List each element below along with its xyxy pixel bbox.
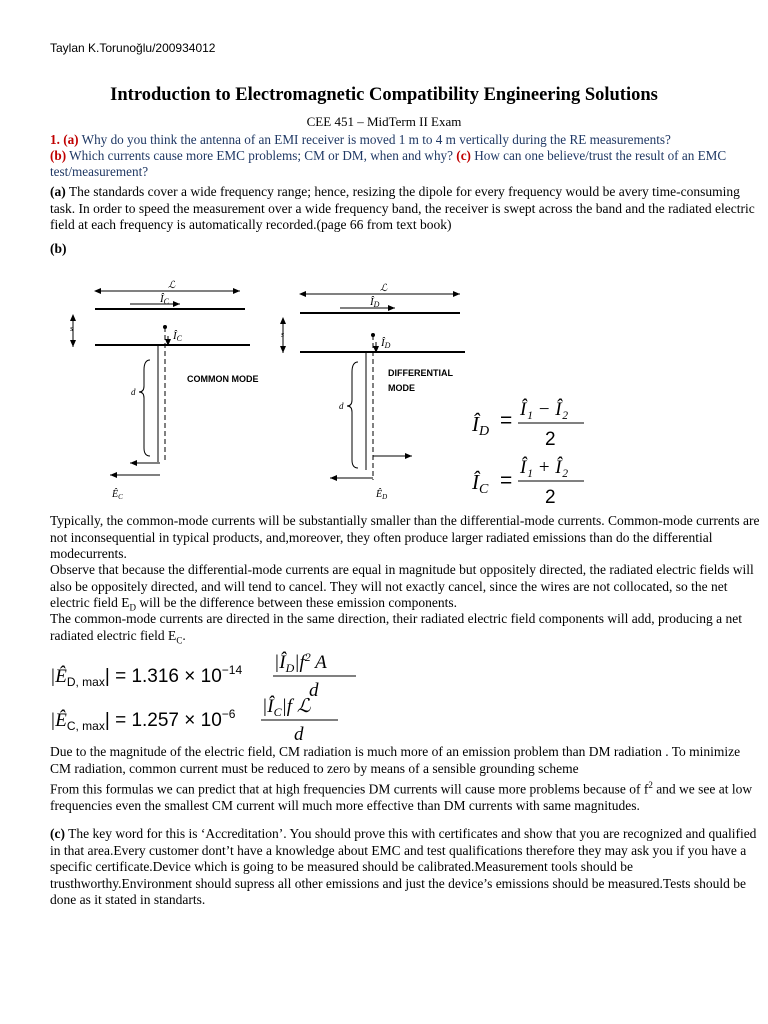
paragraph-3: The common-mode currents are directed in the same direction, their radiated electric field components will add, producing a net radiated electric field $E_C$. (50, 611, 742, 646)
answer-a (50, 184, 762, 234)
cm-length-symbol: ℒ (168, 280, 176, 291)
svg-text:|ÊC, max| = 1.257 × 10−6: $|Ê_{C, max}| = 1.257 \times 10^{-6}$ (50, 707, 236, 733)
question-block (50, 132, 762, 180)
svg-text:=: = (500, 409, 513, 432)
differential-mode-label-1: DIFFERENTIAL (388, 368, 453, 378)
document-title: Introduction to Electromagnetic Compatibility Engineering Solutions (110, 85, 658, 105)
eq-common-current (471, 456, 584, 508)
svg-text:=: = (500, 469, 513, 492)
question-a-label: (a) (63, 132, 79, 147)
differential-mode-label-2: MODE (388, 383, 415, 393)
common-mode-label: COMMON MODE (187, 374, 259, 384)
dm-efield-symbol: $Ê_D$ (376, 489, 388, 501)
cm-efield-symbol: $Ê_C$ (112, 489, 123, 501)
question-b-text: Which currents cause more EMC problems; CM or DM, when and why? (66, 148, 457, 163)
author-line: Taylan K.Torunoğlu/200934012 (50, 41, 216, 55)
svg-text:2: 2 (545, 429, 556, 450)
svg-text:d: d (309, 680, 319, 701)
dm-height-symbol: d (339, 401, 344, 411)
question-c-label: (c) (456, 148, 471, 163)
paragraph-2: Observe that because the differential-mode currents are equal in magnitude but oppositely directed, the radiated electric fields will also be oppositely directed, and will tend to cancel. They will not exactly cancel, since the wires are not collocated, so the net electric field $E_D$ will be the difference between these emission components. (50, 562, 754, 613)
question-c-text: How can one believe/trust the result of an EMC test/measurement? (50, 148, 727, 179)
question-a-text: Why do you think the antenna of an EMI receiver is moved 1 m to 4 m vertically during the RE measurements? (78, 132, 671, 147)
question-b-label: (b) (50, 148, 67, 163)
cm-current-drop: ÎC (173, 330, 183, 343)
field-formulas (0, 645, 768, 745)
dm-current-drop: ÎD (381, 337, 391, 350)
answer-b-label: (b) (50, 241, 67, 256)
cm-dm-figure (0, 270, 768, 510)
dm-spacing-symbol: s (281, 330, 285, 339)
svg-text:ÎC: ÎC (472, 470, 489, 497)
document-subtitle: CEE 451 – MidTerm II Exam (306, 114, 462, 129)
formula-ed-max (50, 650, 356, 701)
svg-text:d: d (294, 724, 304, 745)
cm-height-symbol: d (131, 387, 136, 397)
question-number: 1. (50, 132, 60, 147)
answer-a-label: (a) (50, 184, 66, 199)
svg-text:|ÎD|f2 A: $|Î_D|f^2$ A (274, 650, 327, 675)
answer-c-text: The key word for this is ‘Accreditation’. You should prove this with certificates and show that you are recognized and qualified in that area.Every customer dont’t have a knowledge about EMC and test qualifications therefore they may ask you if you have a specific certificate.Device which is going to be measured should be calibrated.Measurement tools should be trusthworthy.Environment should supress all other emissions and just the device’s emissions should be measured.Tests should be done as it stated in standarts. (50, 826, 757, 907)
paragraph-4: Due to the magnitude of the electric field, CM radiation is much more of an emission problem than DM radiation . To minimize CM radiation, common current must be reduced to zero by means of a sensible grounding scheme (50, 744, 741, 776)
answer-c (50, 826, 762, 909)
eq-differential-current (471, 398, 584, 450)
dm-length-symbol: ℒ (380, 283, 388, 294)
formula-ec-max (50, 695, 338, 745)
svg-text:|ÎC|f ℒ: $|Î_C|f$ ℒ (262, 696, 311, 719)
svg-text:Î₁ + Î₂: Î₁ + Î₂ (520, 457, 569, 478)
answer-a-text: The standards cover a wide frequency range; hence, resizing the dipole for every frequency would be avery time-consuming task. In order to speed the measurement over a wide frequency band, the receiver is swept across the band and the radiated electric field at each frequency is automatically recorded.(page 66 from text book) (50, 184, 755, 232)
cm-spacing-symbol: s (70, 324, 74, 333)
svg-text:Î₁ − Î₂: Î₁ − Î₂ (520, 399, 569, 420)
dm-current-top: ÎD (370, 296, 380, 309)
svg-text:ÎD: ÎD (472, 412, 490, 439)
paragraph-1: Typically, the common-mode currents will be substantially smaller than the differential-mode currents. Common-mode currents are not inconsequential in typical products, and,moreover, they often produce larger radiated emissions than do the differential modecurrents. (50, 513, 760, 561)
svg-text:|ÊD, max| = 1.316 × 10−14: $|Ê_{D, max}| = 1.316 \times 10^{-14}$ (50, 663, 243, 689)
paragraph-5: From this formulas we can predict that at high frequencies DM currents will cause more problems because of $f^2$ and we see at low frequencies even the smallest CM current will much more effective than DM currents with same magnitudes. (50, 780, 753, 813)
cm-current-top: ÎC (160, 293, 170, 306)
svg-text:2: 2 (545, 487, 556, 508)
answer-c-label: (c) (50, 826, 65, 841)
